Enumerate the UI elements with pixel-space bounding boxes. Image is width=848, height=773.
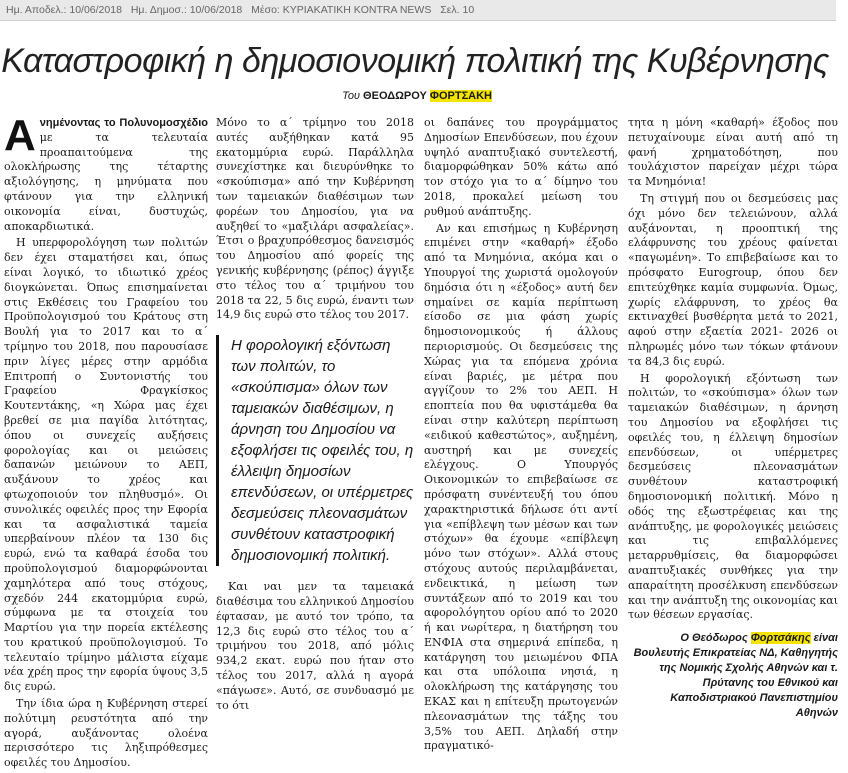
page-number: Σελ. 10 [440,4,475,16]
lead-bold-text: νημένοντας το Πολυνομοσχέδιο [39,117,208,129]
pull-quote: Η φορολογική εξόντωση των πολιτών, το «σκούπισμα» όλων των ταμειακών διαθέσιμων, η άρνηση του Δημοσίου να εξοφλήσει τις οφειλές του, η έλλειψη δημοσίων επενδύσεων, οι υπέρμετρες δεσμεύσεις πλεονασμάτων συνθέτουν καταστροφική δημοσιονομική πολιτική. [216,335,414,566]
body-paragraph: οι δαπάνες του προγράμματος Δημοσίων Επενδύσεων, που έχουν υψηλό αναπτυξιακό συντελεστή, διαμορφώθηκαν 50% κάτω από τον στόχο για το α΄ δίμηνο του 2018, προκαλεί μείωση του ρυθμού ανάπτυξης. [424,116,618,218]
author-bio [628,631,838,721]
body-paragraph: Και ναι μεν τα ταμειακά διαθέσιμα του ελληνικού Δημοσίου έφτασαν, με αυτό τον τρόπο, τα 12,3 δις ευρώ στο τέλος του α΄ τριμήνου του 2018, από μόλις 934,2 εκατ. ευρώ που ήταν στο τέλος του 2017, αλλά η αγορά «πάγωσε». Αυτό, σε συνδυασμό με το ότι [216,580,414,712]
byline-first-name: ΘΕΟΔΩΡΟΥ [363,90,427,102]
body-paragraph: Η υπερφορολόγηση των πολιτών δεν έχει σταματήσει και, όπως είναι λογικό, το ιδιωτικό χρέος διογκώνεται. Όπως επισημαίνεται στις Εκθέσεις του Γραφείου του Προϋπολογισμού του Κράτους στη Βουλή για το 2017 και το α΄ τρίμηνο του 2018, που παρουσίασε πριν λίγες μέρες στην αρμόδια Επιτροπή ο Συντονιστής του Γραφείου Φραγκίσκος Κουτεντάκης, «η Χώρα μας έχει βρεθεί σε μια παγίδα λιτότητας, όπου οι συνεχείς αυξήσεις φορολογίας και οι μειώσεις δαπανών μειώνουν το ΑΕΠ, αυξάνουν το χρέος και φτωχοποιούν τον πληθυσμό». Οι συνολικές οφειλές προς την Εφορία και τα ασφαλιστικά ταμεία υπερβαίνουν πλέον τα 130 δις ευρώ, ενώ τα καθαρά έσοδα του προϋπολογισμού διαμορφώνονται χαμηλότερα από τους στόχους, σχεδόν 244 εκατομμύρια ευρώ, σύμφωνα με τα στοιχεία του Μαρτίου για την πορεία εκτέλεσης του κρατικού προϋπολογισμού. Το τελευταίο τρίμηνο μάλιστα είχαμε νέα χρέη προς την εφορία ύψους 3,5 δις ευρώ. [4,236,208,694]
body-paragraph: τητα η μόνη «καθαρή» έξοδος που πετυχαίνουμε είναι αυτή από τη φανή χρηματοδότηση, που τουλάχιστον παρείχαν μέχρι τώρα τα Μνημόνια! [628,116,838,189]
byline-last-name-highlight: ΦΟΡΤΣΑΚΗ [429,90,492,102]
bio-name-highlight: Φορτσάκης [750,632,811,645]
article-column-2 [216,116,414,715]
lead-text: με τα τελευταία προαπαιτούμενα της ολοκλήρωσης της τέταρτης αξιολόγησης, η μηνύματα που φτάνουν για την ελληνική οικονομία είναι, δυστυχώς, αποκαρδιωτικά. [4,130,208,233]
body-paragraph: Αν και επισήμως η Κυβέρνηση επιμένει στην «καθαρή» έξοδο από τα Μνημόνια, ακόμα και ο Υπουργοί της χωριστά ομολογούν δημόσια ότι η «έξοδος» αυτή δεν σημαίνει σε καμία περίπτωση είσοδο σε μια φάση χωρίς δημοσιονομικούς ή άλλους περιορισμούς. Οι δεσμεύσεις της Χώρας για τα επόμενα χρόνια είναι βαριές, με μέτρα που αγγίζουν το 2% του ΑΕΠ. Η εποπτεία που θα υφιστάμεθα θα είναι στην καλύτερη περίπτωση «ειδικού καθεστώτος», αυξημένη, αυστηρή και με συνεχείς ελέγχους. Ο Υπουργός Οικονομικών το επιβεβαίωσε σε πρόσφατη συνέντευξή του όπου χαρακτηριστικά δήλωσε ότι αντί για «επίβλεψη των μέσων και των στόχων» θα έχουμε «επίβλεψη μόνο των στόχων». Αλλά στους στόχους αυτούς περιλαμβάνεται, ενδεικτικά, η μείωση των συντάξεων από το 2019 και του αφορολόγητου ορίου από το 2020 ή και νωρίτερα, η διατήρηση του ΕΝΦΙΑ στα σημερινά επίπεδα, η κατάργηση του μειωμένου ΦΠΑ και στα υπόλοιπα νησιά, η ολοκλήρωση της κατάργησης του ΕΚΑΣ και η επίτευξη πρωτογενών πλεονασμάτων της τάξης του 3,5% του ΑΕΠ. Δηλαδή στην πραγματικό- [424,221,618,753]
bio-text: είναι Βουλευτής Επικρατείας ΝΔ, Καθηγητής της Νομικής Σχολής Αθηνών και τ. Πρύτανης του Εθνικού και Καποδιστριακού Πανεπιστημίου Αθηνών [633,632,838,720]
body-paragraph: Την ίδια ώρα η Κυβέρνηση στερεί πολύτιμη ρευστότητα από την αγορά, αυξάνοντας ολοένα περισσότερο τις ληξιπρόθεσμες οφειλές του Δημοσίου. [4,697,208,770]
published-date: Ημ. Αποδελ.: 10/06/2018 [6,4,122,16]
body-paragraph: Η φορολογική εξόντωση των πολιτών, το «σκούπισμα» όλων των ταμειακών διαθέσιμων, η άρνηση του Δημοσίου να εξοφλήσει τις οφειλές του, η έλλειψη δημοσίων επενδύσεων, οι υπέρμετρες δεσμεύσεις πλεονασμάτων συνθέτουν καταστροφική δημοσιονομική πολιτική. Μόνο η οδός της εξωστρέφειας και της ανάπτυξης, με φορολογικές μειώσεις και τις επιβαλλόμενες μεταρρυθμίσεις, θα διαμορφώσει αναπτυξιακές συνθήκες για την απαραίτητη προσέλκυση επενδύσεων και την ανάπτυξη της οικονομίας και των θέσεων εργασίας. [628,371,838,622]
source-name: Μέσο: ΚΥΡΙΑΚΑΤΙΚΗ KONTRA NEWS [251,4,432,16]
body-paragraph: Τη στιγμή που οι δεσμεύσεις μας όχι μόνο δεν τελειώνουν, αλλά αυξάνονται, η προοπτική της ελάφρυνσης του χρέους φαίνεται «παγωμένη». Το επιβεβαίωσε και το πρόσφατο Eurogroup, όπου δεν επιτεύχθηκε καμία συμφωνία. Όμως, χωρίς ελάφρυνση, το χρέος θα εκτιναχθεί βυσθέρητα μετά το 2021, αφού στην εξαετία 2021- 2026 οι πληρωμές μόνο των τόκων φτάνουν τα 84,3 δις ευρώ. [628,191,838,368]
article-column-1 [4,111,208,773]
article-byline [342,90,492,102]
issued-date: Ημ. Δημοσ.: 10/06/2018 [130,4,243,16]
byline-prefix: Του [342,90,360,102]
bio-prefix: Ο Θεόδωρος [680,632,748,645]
press-clipping [0,38,838,770]
drop-cap: Α [4,111,36,160]
lead-paragraph [4,111,208,234]
article-column-3 [424,116,618,756]
article-column-4 [628,116,838,721]
article-title: Καταστροφική η δημοσιονομική πολιτική της Κυβέρνησης [1,42,829,80]
body-paragraph: Μόνο το α΄ τρίμηνο του 2018 αυτές αυξήθηκαν κατά 95 εκατομμύρια ευρώ. Παράλληλα συνεχίστηκε και διευρύνθηκε το «σκούπισμα» από την Κυβέρνηση των ταμειακών διαθέσιμων των φορέων του Δημοσίου, για να αυξηθεί το «μαξιλάρι ασφαλείας». Έτσι ο βραχυπρόθεσμος δανεισμός του Δημοσίου από φορείς της γενικής κυβέρνησης (ρέπος) άγγιξε στο τέλος του α΄ τριμήνου του 2018 τα 22, 5 δις ευρώ, έναντι των 14,9 δις ευρώ στο τέλος του 2017. [216,116,414,322]
clipping-meta-bar [0,0,836,21]
